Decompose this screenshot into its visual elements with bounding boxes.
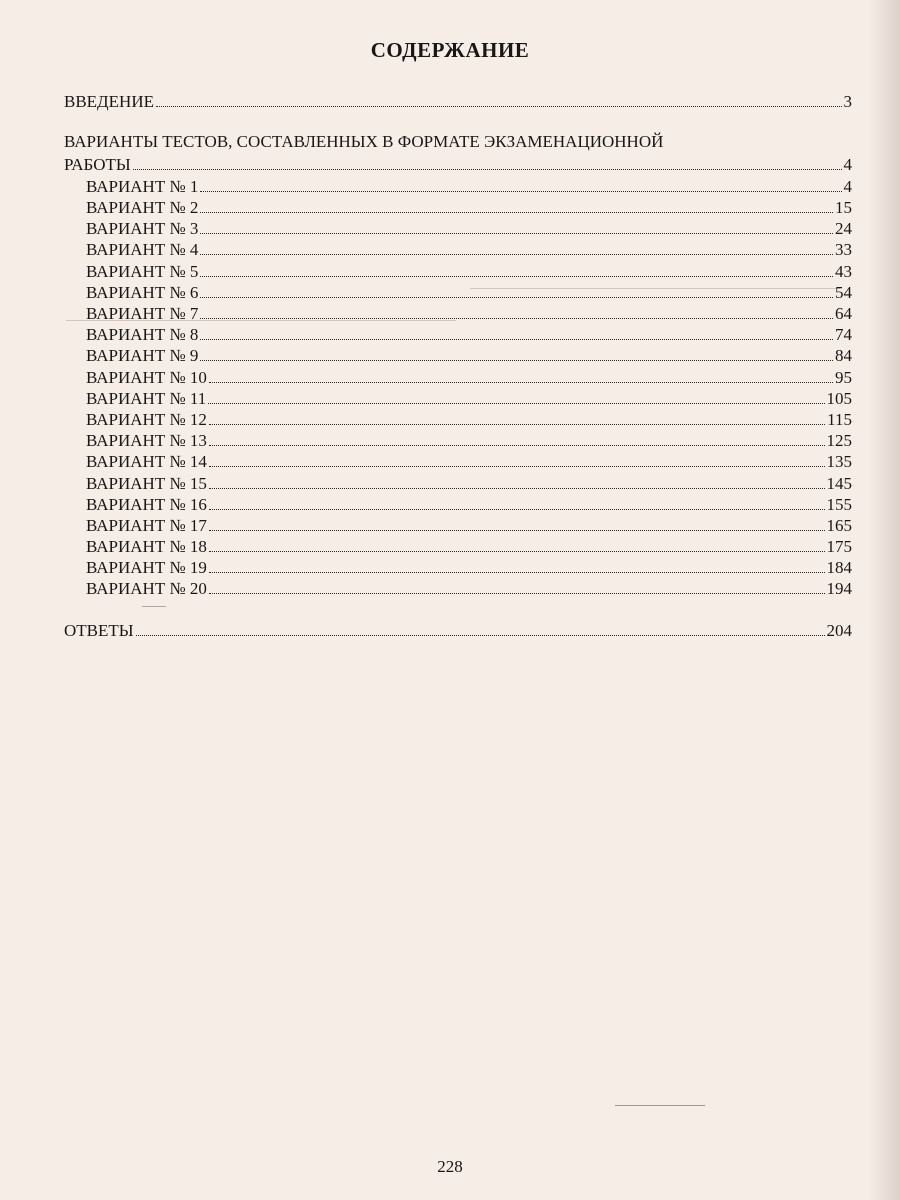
toc-entry-variant[interactable] — [86, 389, 852, 409]
dot-leader — [200, 191, 841, 192]
toc-entry-page: 84 — [835, 346, 852, 365]
dot-leader — [200, 360, 833, 361]
dot-leader — [156, 106, 842, 107]
toc-entry-variant[interactable] — [86, 474, 852, 494]
toc-entry-page: 194 — [826, 579, 852, 598]
dot-leader — [209, 530, 825, 531]
toc-entry-label: ВАРИАНТ № 1 — [86, 177, 199, 196]
toc-entry-page: 54 — [835, 283, 852, 302]
dot-leader — [209, 445, 825, 446]
toc-entry-page: 33 — [835, 240, 852, 259]
toc-entry-variants-heading-line1[interactable]: ВАРИАНТЫ ТЕСТОВ, СОСТАВЛЕННЫХ В ФОРМАТЕ ЭКЗАМЕНАЦИОННОЙ — [64, 132, 664, 151]
toc-entry-page: 64 — [835, 304, 852, 323]
toc-entry-label: ВАРИАНТ № 6 — [86, 283, 199, 302]
toc-entry-variant[interactable] — [86, 537, 852, 557]
dot-leader — [200, 212, 833, 213]
toc-entry-page: 135 — [826, 452, 852, 471]
dot-leader — [200, 254, 833, 255]
dot-leader — [200, 276, 833, 277]
toc-entry-intro[interactable] — [64, 92, 852, 112]
toc-entry-page: 24 — [835, 219, 852, 238]
toc-entry-variant[interactable] — [86, 177, 852, 197]
toc-entry-page: 184 — [826, 558, 852, 577]
toc-entry-label: ВАРИАНТ № 18 — [86, 537, 207, 556]
toc-entry-label: ВАРИАНТ № 14 — [86, 452, 207, 471]
toc-entry-label: ВАРИАНТ № 12 — [86, 410, 207, 429]
toc-entry-page: 95 — [835, 368, 852, 387]
toc-entry-variant[interactable] — [86, 219, 852, 239]
dot-leader — [209, 551, 825, 552]
toc-entry-label: ВАРИАНТ № 17 — [86, 516, 207, 535]
toc-entry-variants-heading[interactable] — [64, 155, 852, 175]
dot-leader — [200, 233, 833, 234]
toc-entry-variant[interactable] — [86, 431, 852, 451]
toc-entry-label: ВАРИАНТ № 10 — [86, 368, 207, 387]
dot-leader — [209, 593, 825, 594]
toc-entry-label: ВАРИАНТ № 11 — [86, 389, 207, 408]
page-title: СОДЕРЖАНИЕ — [370, 38, 530, 62]
dot-leader — [209, 572, 825, 573]
toc-entry-variant[interactable] — [86, 262, 852, 282]
toc-entry-page: 125 — [826, 431, 852, 450]
toc-entry-page: 3 — [843, 92, 852, 111]
dot-leader — [200, 318, 833, 319]
toc-entry-label: ВАРИАНТ № 5 — [86, 262, 199, 281]
dot-leader — [200, 297, 833, 298]
toc-entry-label: ВАРИАНТ № 15 — [86, 474, 207, 493]
page-number: 228 — [437, 1157, 463, 1176]
dot-leader — [209, 424, 825, 425]
toc-entry-label: ВАРИАНТ № 2 — [86, 198, 199, 217]
toc-entry-variant[interactable] — [86, 240, 852, 260]
toc-entry-page: 4 — [843, 155, 852, 174]
toc-entry-label: ВАРИАНТ № 3 — [86, 219, 199, 238]
toc-entry-variant[interactable] — [86, 325, 852, 345]
dot-leader — [209, 488, 825, 489]
page-edge-shadow — [868, 0, 900, 1200]
toc-entry-variant[interactable] — [86, 516, 852, 536]
toc-entry-label: ВАРИАНТ № 20 — [86, 579, 207, 598]
bleed-through-line — [615, 1105, 705, 1106]
toc-entry-page: 105 — [826, 389, 852, 408]
toc-entry-label: ОТВЕТЫ — [64, 621, 134, 640]
toc-entry-variant[interactable] — [86, 198, 852, 218]
toc-entry-label: РАБОТЫ — [64, 155, 131, 174]
toc-entry-variant[interactable] — [86, 579, 852, 599]
toc-entry-page: 204 — [826, 621, 852, 640]
toc-entry-variant[interactable] — [86, 283, 852, 303]
toc-entry-variant[interactable] — [86, 558, 852, 578]
toc-entry-variant[interactable] — [86, 304, 852, 324]
toc-entry-variant[interactable] — [86, 368, 852, 388]
toc-entry-label: ВАРИАНТ № 13 — [86, 431, 207, 450]
toc-entry-label: ВАРИАНТ № 19 — [86, 558, 207, 577]
toc-entry-page: 43 — [835, 262, 852, 281]
toc-entry-variant[interactable] — [86, 495, 852, 515]
toc-entry-page: 155 — [826, 495, 852, 514]
dot-leader — [208, 403, 824, 404]
toc-entry-label: ВАРИАНТ № 8 — [86, 325, 199, 344]
toc-entry-variant[interactable] — [86, 346, 852, 366]
toc-entry-page: 165 — [826, 516, 852, 535]
toc-entry-page: 175 — [826, 537, 852, 556]
bleed-through-line — [142, 606, 166, 607]
toc-entry-label: ВАРИАНТ № 16 — [86, 495, 207, 514]
dot-leader — [209, 382, 833, 383]
dot-leader — [136, 635, 825, 636]
toc-entry-label: ВАРИАНТ № 9 — [86, 346, 199, 365]
toc-entry-page: 4 — [843, 177, 852, 196]
dot-leader — [209, 509, 825, 510]
dot-leader — [209, 466, 825, 467]
toc-entry-label: ВВЕДЕНИЕ — [64, 92, 154, 111]
toc-entry-page: 15 — [835, 198, 852, 217]
toc-entry-page: 74 — [835, 325, 852, 344]
toc-entry-variant[interactable] — [86, 452, 852, 472]
toc-entry-answers[interactable] — [64, 621, 852, 641]
toc-entry-page: 145 — [826, 474, 852, 493]
toc-entry-label: ВАРИАНТ № 4 — [86, 240, 199, 259]
dot-leader — [200, 339, 833, 340]
toc-entry-label: ВАРИАНТ № 7 — [86, 304, 199, 323]
toc-entry-page: 115 — [827, 410, 852, 429]
toc-entry-variant[interactable] — [86, 410, 852, 430]
dot-leader — [133, 169, 842, 170]
